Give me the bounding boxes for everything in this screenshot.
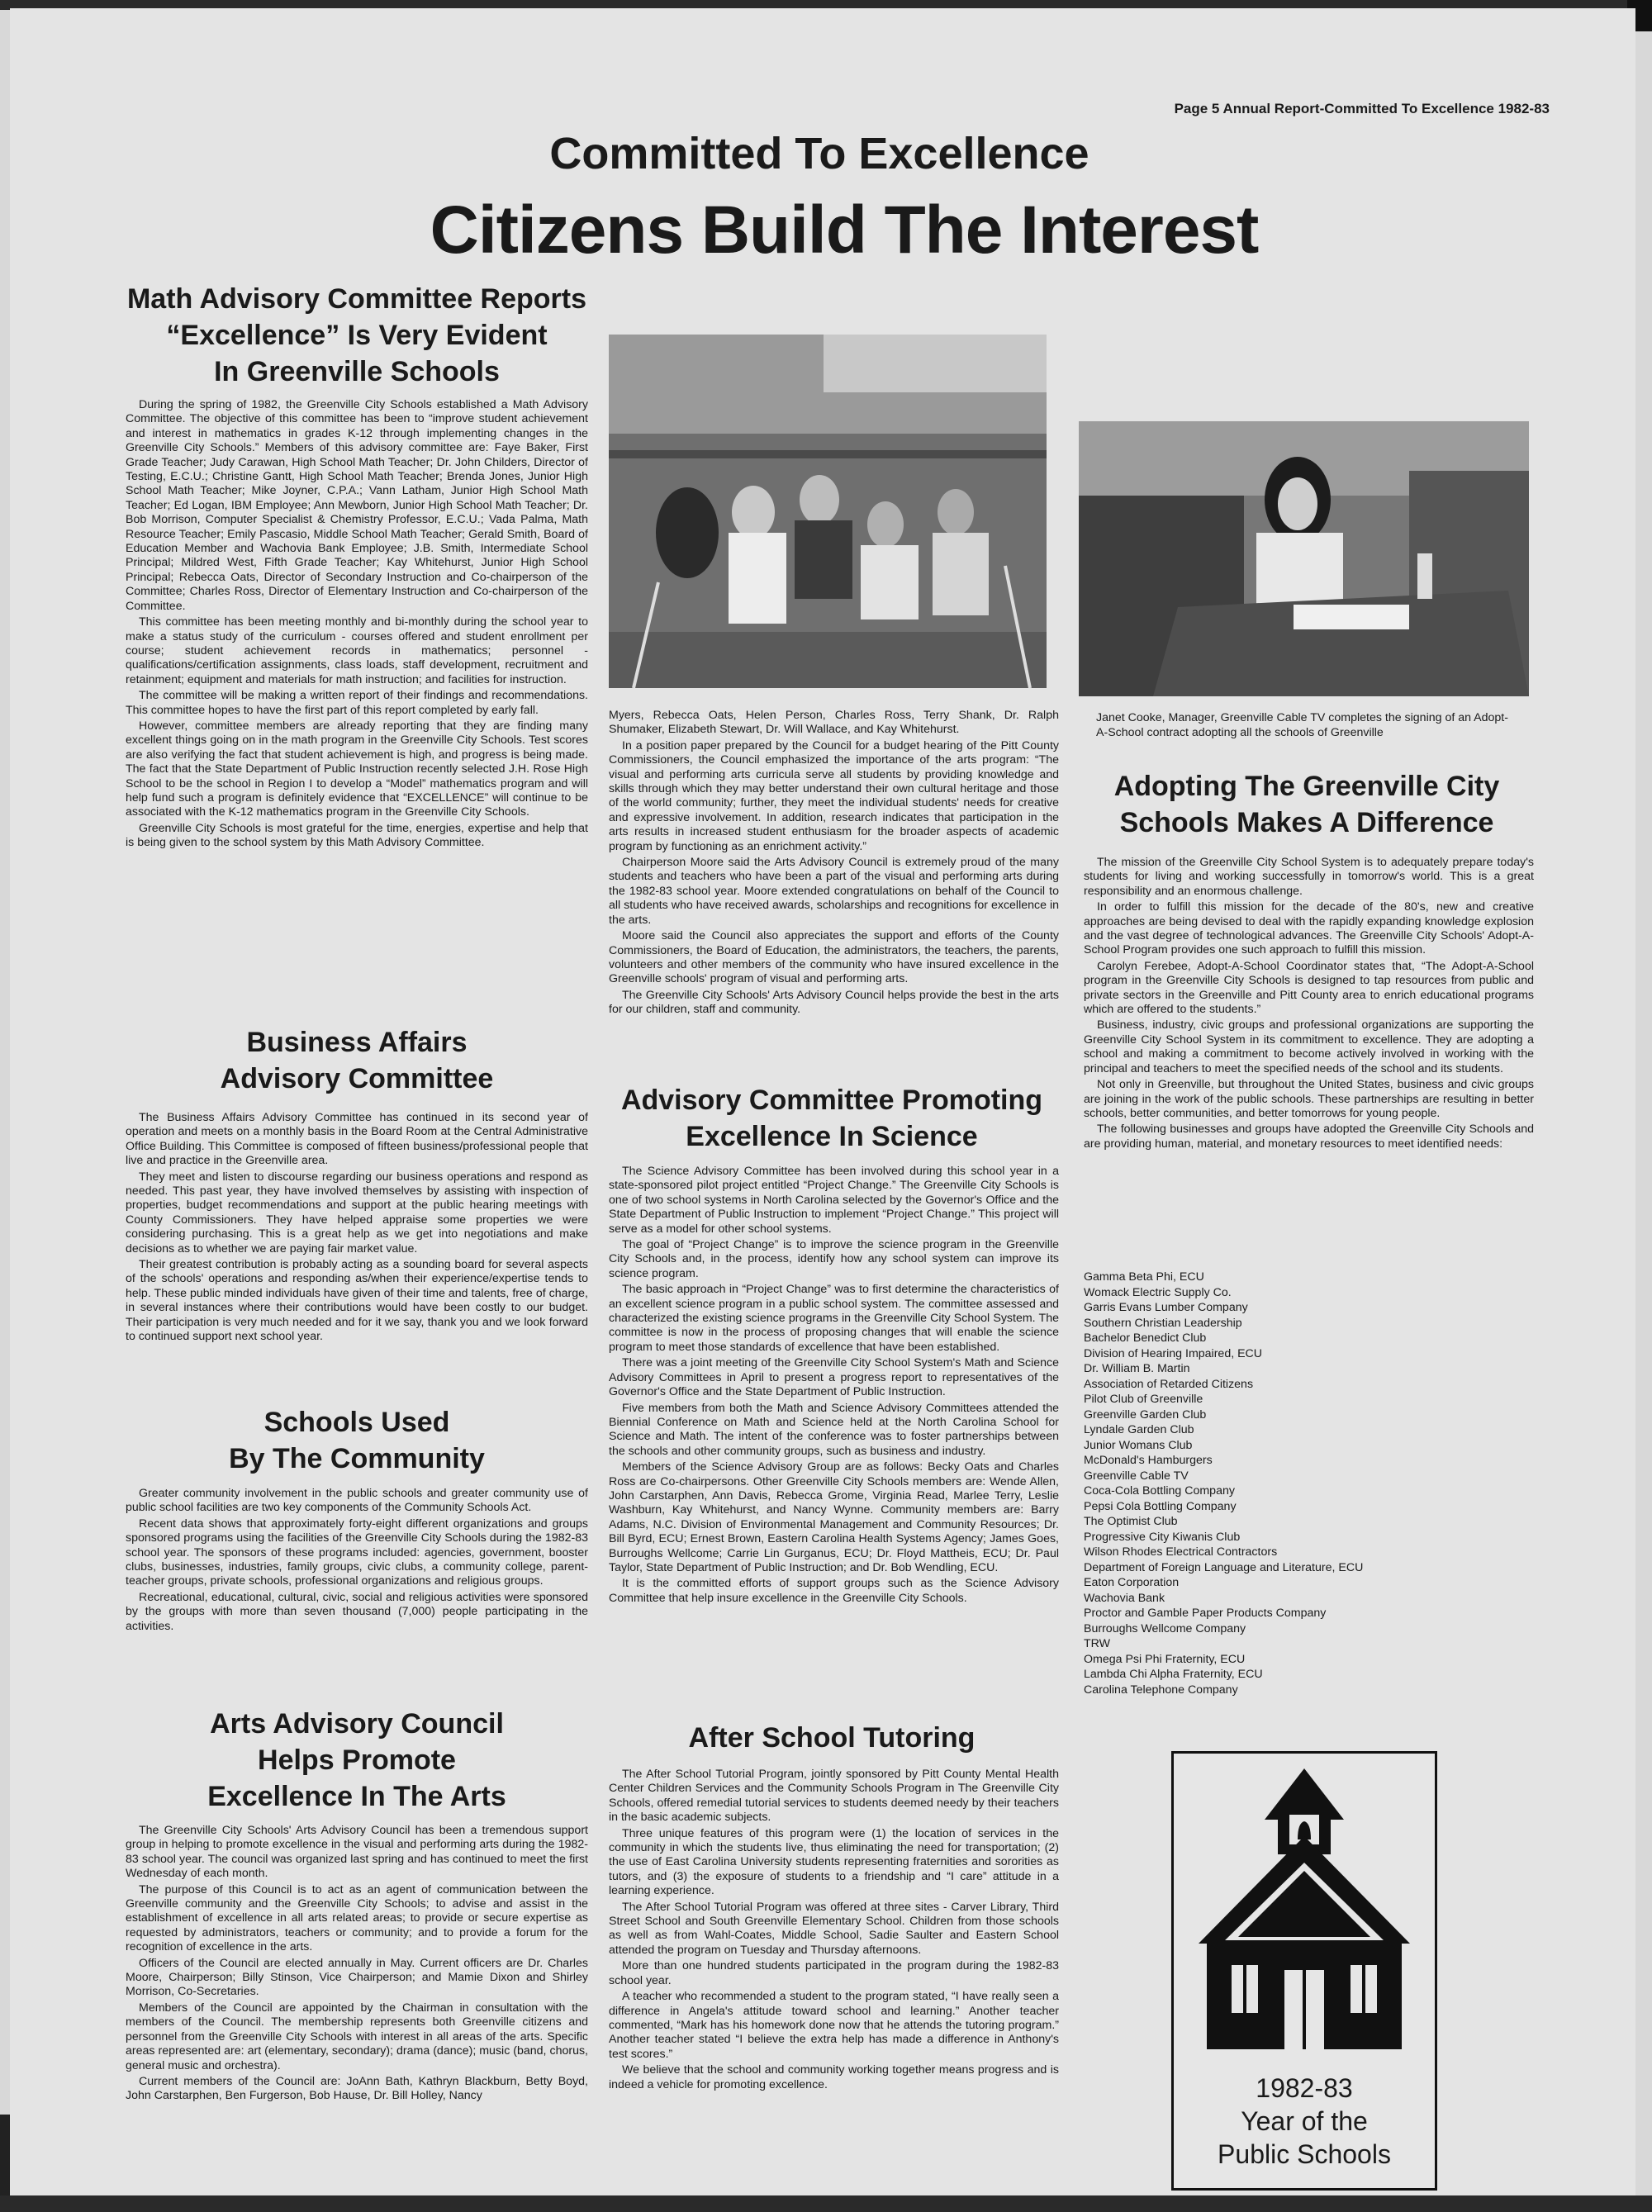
arts-article-body: The Greenville City Schools' Arts Advisory Council has been a tremendous support group in helping to promote excellence in the visual and performing arts during the 1982-83 school year. The council was organized last spring and has continued to meet the first Wednesday of each month. The purpose of this Council is to act as an agent of communication between the Greenville community and the Greenville City Schools; to advise and assist in the establishment of excellence in all arts related areas; to provide or secure expertise as requested by administrators, teachers or community; and to provide a forum for the recognition of excellence in the arts. Officers of the Council are elected annually in May. Current officers are Dr. Charles Moore, Chairperson; Billy Stinson, Vice Chairperson; and Mamie Dixon and Shirley Morrison, Co-Secretaries. Members of the Council are appointed by the Chairman in consultation with the members of the Council. The membership represents both Greenville citizens and personnel from the Greenville City Schools with interest in all areas of the arts. Specific areas represented are: art (elementary, secondary); drama (dance); music (band, chorus, general music and orchestra). Current members of the Council are: JoAnn Bath, Kathryn Blackburn, Betty Boyd, John Carstarphen, Ben Furgerson, Bob Hause, Dr. Bill Holley, Nancy [126, 1824, 588, 2103]
schools-used-article-body: Greater community involvement in the public schools and greater community use of public school facilities are two key components of the Community Schools Act. Recent data shows that approximately forty-eight different organizations and groups sponsored programs using the facilities of the Greenville City Schools during the 1982-83 school year. The sponsors of these programs included: agencies, government, booster clubs, businesses, industries, family groups, civic clubs, a community college, parent-teacher groups, private schools, professional organizations and religious groups. Recreational, educational, cultural, civic, social and religious activities were sponsored by the groups with more than seven thousand (7,000) people participating in the activities. [126, 1487, 588, 1633]
arts-continued-body: Myers, Rebecca Oats, Helen Person, Charles Ross, Terry Shank, Dr. Ralph Shumaker, Elizabeth Stewart, Dr. Will Wallace, and Kay Whitehurst. In a position paper prepared by the Council for a budget hearing of the Pitt County Commissioners, the Council emphasized the importance of the arts program: “The visual and performing arts curricula serve all students by providing knowledge and skills through which they may better understand their own cultural heritage and those of the world community; further, they meet the individual students' needs for creative and expressive involvement. In addition, research indicates that participation in the arts results in increased student enthusiasm for the broader aspects of academic program by functioning as an enrichment activity.” Chairperson Moore said the Arts Advisory Council is extremely proud of the many students and teachers who have been a part of the visual and performing arts during the 1982-83 school year. Moore extended congratulations on behalf of the Council to all students who have received awards, scholarships and recognitions for excellence in the arts. Moore said the Council also appreciates the support and efforts of the County Commissioners, the Board of Education, the administrators, the teachers, the parents, volunteers and other members of the community who have insured excellence in the Greenville schools' program of visual and performing arts. The Greenville City Schools' Arts Advisory Council helps provide the best in the arts for our children, staff and community. [609, 709, 1059, 1017]
list-item: Wachovia Bank [1084, 1591, 1165, 1605]
list-item: Proctor and Gamble Paper Products Company [1084, 1607, 1327, 1620]
list-item: Division of Hearing Impaired, ECU [1084, 1346, 1263, 1360]
orchestra-photo-image [609, 335, 1047, 688]
scan-edge-bottom [0, 2195, 1652, 2212]
emblem-caption: 1982-83 Year of the Public Schools [1218, 2073, 1391, 2169]
orchestra-photo [609, 335, 1047, 688]
adopting-article-body: The mission of the Greenville City School System is to adequately prepare today's students for living and working successfully in tomorrow's world. This is a great responsibility and an enormous challenge. In order to fulfill this mission for the decade of the 80's, new and creative approaches are being devised to deal with the rapidly expanding knowledge explosion and the vast degree of technological advances. The Greenville City Schools' Adopt-A-School Program provides one such approach to fulfill this mission. Carolyn Ferebee, Adopt-A-School Coordinator states that, “The Adopt-A-School program in the Greenville City Schools is designed to tap resources from public and private sectors in the Greenville and Pitt County area to enrich educational programs which are offered to the students.” Business, industry, civic groups and professional organizations are supporting the Greenville City School System in its commitment to excellence. They are adopting a school and making a commitment to become actively involved in working with the principal and teachers to meet the specified needs of the school and its students. Not only in Greenville, but throughout the United States, business and civic groups are joining in the work of the public schools. These partnerships are resulting in better schools, better communities, and better tomorrows for young people. The following businesses and groups have adopted the Greenville City Schools and are providing human, material, and monetary resources to meet identified needs: [1084, 856, 1534, 1151]
list-item: Greenville Cable TV [1084, 1469, 1189, 1483]
list-item: Burroughs Wellcome Company [1084, 1621, 1246, 1635]
list-item: Association of Retarded Citizens [1084, 1377, 1254, 1391]
list-item: Progressive City Kiwanis Club [1084, 1530, 1241, 1544]
list-item: Garris Evans Lumber Company [1084, 1301, 1248, 1314]
list-item: Lyndale Garden Club [1084, 1423, 1194, 1436]
list-item: Womack Electric Supply Co. [1084, 1285, 1232, 1299]
list-item: The Optimist Club [1084, 1515, 1178, 1528]
list-item: Omega Psi Phi Fraternity, ECU [1084, 1652, 1246, 1666]
page-kicker: Committed To Excellence [549, 129, 1089, 178]
page-headline: Citizens Build The Interest [430, 192, 1259, 268]
list-item: Gamma Beta Phi, ECU [1084, 1270, 1204, 1284]
math-headline: Math Advisory Committee Reports “Excellence” Is Very Evident In Greenville Schools [126, 283, 587, 388]
arts-headline: Arts Advisory Council Helps Promote Excellence In The Arts [207, 1708, 506, 1813]
year-of-public-schools-emblem [1171, 1751, 1437, 2191]
signing-photo [1079, 421, 1529, 696]
schools-used-headline: Schools Used By The Community [229, 1407, 485, 1475]
running-head: Page 5 Annual Report-Committed To Excellence 1982-83 [1174, 101, 1550, 116]
list-item: Lambda Chi Alpha Fraternity, ECU [1084, 1668, 1263, 1681]
list-item: Southern Christian Leadership [1084, 1316, 1242, 1330]
list-item: McDonald's Hamburgers [1084, 1454, 1213, 1467]
list-item: Dr. William B. Martin [1084, 1362, 1190, 1375]
adopting-headline: Adopting The Greenville City Schools Makes A Difference [1113, 771, 1500, 839]
schoolhouse-icon [1174, 1754, 1435, 2067]
adopters-list [1084, 1270, 1534, 1697]
newspaper-page [10, 8, 1635, 2197]
list-item: Bachelor Benedict Club [1084, 1331, 1207, 1345]
list-item: Greenville Garden Club [1084, 1407, 1207, 1422]
math-article-body: During the spring of 1982, the Greenville City Schools established a Math Advisory Committee. The objective of this committee has been to “improve student achievement and interest in mathematics in grades K-12 through implementing changes in the Greenville City Schools.” Members of this advisory committee are: Faye Baker, First Grade Teacher; Judy Carawan, High School Math Teacher; Dr. John Childers, Director of Testing, E.C.U.; Christine Gantt, High School Math Teacher; Brenda Jones, Junior High School Math Teacher; Mike Joyner, C.P.A.; Vann Latham, Junior High School Math Teacher; Ed Logan, IBM Employee; Ann Mewborn, Junior High School Math Teacher; Dr. Bob Morrison, Computer Specialist & Chemistry Professor, E.C.U.; Vada Palma, Math Resource Teacher; Emily Pascasio, Middle School Math Teacher; Gerald Smith, Board of Education Member and Wachovia Bank Employee; J.B. Smith, Intermediate School Principal; Mildred West, Fifth Grade Teacher; Kay Whitehurst, Junior High School Principal; Rebecca Oats, Director of Secondary Instruction and Co-chairperson of the Committee; Charles Ross, Director of Elementary Instruction and Co-chairperson of the Committee. This committee has been meeting monthly and bi-monthly during the school year to make a status study of the curriculum - courses offered and student enrollment per course; student achievement records in mathematics; personnel - qualifications/certification assignments, class loads, staff development, recruitment and retainment; equipment and materials for math instruction; and facilities for instruction. The committee will be making a written report of their findings and recommendations. This committee hopes to have the first part of this report completed by early fall. However, committee members are already reporting that they are finding many excellent things going on in the math program in the Greenville City Schools. Test scores are also verifying the fact that student achievement is high, and progress is being made. The fact that the State Department of Public Instruction recently selected J.H. Rose High School to be the school in Region I to develop a “Model” mathematics program and will help fund such a program is definitely evidence that “EXCELLENCE” will continue to be associated with the K-12 mathematics program in the Greenville City Schools. Greenville City Schools is most grateful for the time, energies, expertise and help that is being given to the school system by this Math Advisory Committee. [126, 398, 588, 850]
list-item: Wilson Rhodes Electrical Contractors [1084, 1545, 1278, 1559]
business-article-body: The Business Affairs Advisory Committee has continued in its second year of operation and meets on a monthly basis in the Board Room at the Central Administrative Office Building. This Committee is composed of fifteen business/professional people that live and practice in the Greenville area. They meet and listen to discourse regarding our business operations and respond as needed. This past year, they have involved themselves by assisting with inspection of properties, budget recommendations and support at the public hearing meetings with County Commissioners. They have helped appraise some properties we were considering purchasing. This is a great help as we get into negotiations and make decisions as to whether we are paying fair market value. Their greatest contribution is probably acting as a sounding board for several aspects of the schools' operations and responding as/when their experience/expertise tends to help. These public minded individuals have given of their time and talents, free of charge, in several instances where their contributions would have been costly to our budget. Their participation is very much needed and for it we say, thank you and we look forward to continued support next school year. [126, 1111, 588, 1344]
list-item: Eaton Corporation [1084, 1576, 1180, 1589]
list-item: TRW [1084, 1637, 1111, 1650]
science-article-body: The Science Advisory Committee has been involved during this school year in a state-sponsored pilot project entitled “Project Change.” The Greenville City Schools is one of two school systems in North Carolina selected by the Governor's Office and the State Department of Public Instruction to implement “Project Change.” This project will serve as a model for other school systems. The goal of “Project Change” is to improve the science program in the Greenville City Schools and, in the process, identify how any school system can improve its science program. The basic approach in “Project Change” was to first determine the characteristics of an excellent science program in a public school system. The committee assessed and characterized the existing science programs in the Greenville City School System. The committee is now in the process of proposing changes that will enable the science program to meet those standards of excellence that have been established. There was a joint meeting of the Greenville City School System's Math and Science Advisory Committees in April to present a progress report to representatives of the Governor's Office and the State Department of Public Instruction. Five members from both the Math and Science Advisory Committees attended the Biennial Conference on Math and Science held at the North Carolina School for Science and Math. The intent of the conference was to foster partnerships between the schools and other community groups, such as business and industry. Members of the Science Advisory Group are as follows: Becky Oats and Charles Ross are Co-chairpersons. Other Greenville City Schools members are: Wende Allen, John Carstarphen, Ann Davis, Rebecca Grome, Virginia Read, Marlee Terry, Leslie Washburn, Kay Whitehurst, and Nancy Wynne. Community members are: Barry Adams, N.C. Division of Environmental Management and Community Resources; Dr. Bill Byrd, ECU; Ernest Brown, Eastern Carolina Health Systems Agency; James Goes, Burroughs Wellcome; Carrie Lin Gurganus, ECU; Dr. Floyd Mattheis, ECU; Dr. Paul Taylor, State Department of Public Instruction; and Dr. Bob Wendling, ECU. It is the committed efforts of support groups such as the Science Advisory Committee that help insure excellence in the Greenville City Schools. [609, 1165, 1059, 1605]
list-item: Department of Foreign Language and Literature, ECU [1084, 1560, 1364, 1574]
list-item: Carolina Telephone Company [1084, 1683, 1238, 1697]
list-item: Pilot Club of Greenville [1084, 1393, 1203, 1406]
tutoring-headline: After School Tutoring [688, 1722, 976, 1754]
tutoring-article-body: The After School Tutorial Program, jointly sponsored by Pitt County Mental Health Center Children Services and the Community Schools Program in The Greenville City Schools, offered remedial tutorial services to students deemed needy by their teachers in the basic academic subjects. Three unique features of this program were (1) the location of services in the community in which the students live, thus eliminating the need for transportation; (2) the use of East Carolina University students representing fraternities and sororities as tutors, and (3) the exposure of students to a friendship and “I care” attitude in a learning experience. The After School Tutorial Program was offered at three sites - Carver Library, Third Street School and South Greenville Elementary School. Children from those schools as well as from Wahl-Coates, Middle School, Sadie Saulter and Eastern School attended the program on Tuesday and Thursday afternoons. More than one hundred students participated in the program during the 1982-83 school year. A teacher who recommended a student to the program stated, “I have really seen a difference in Angela's attitude toward school and learning.” Another teacher commented, “Mark has his homework done now that he attends the tutoring program.” Another teacher stated “I believe the extra help has made a difference in Anthony's test scores.” We believe that the school and community working together means progress and is indeed a vehicle for promoting excellence. [609, 1768, 1059, 2091]
science-headline: Advisory Committee Promoting Excellence In Science [620, 1085, 1043, 1153]
signing-photo-image [1079, 421, 1529, 696]
list-item: Coca-Cola Bottling Company [1084, 1484, 1235, 1498]
list-item: Pepsi Cola Bottling Company [1084, 1499, 1237, 1513]
photo-caption: Janet Cooke, Manager, Greenville Cable TV completes the signing of an Adopt-A-School contract adopting all the schools of Greenville [1096, 711, 1508, 739]
business-headline: Business Affairs Advisory Committee [220, 1027, 494, 1095]
list-item: Junior Womans Club [1084, 1438, 1193, 1452]
